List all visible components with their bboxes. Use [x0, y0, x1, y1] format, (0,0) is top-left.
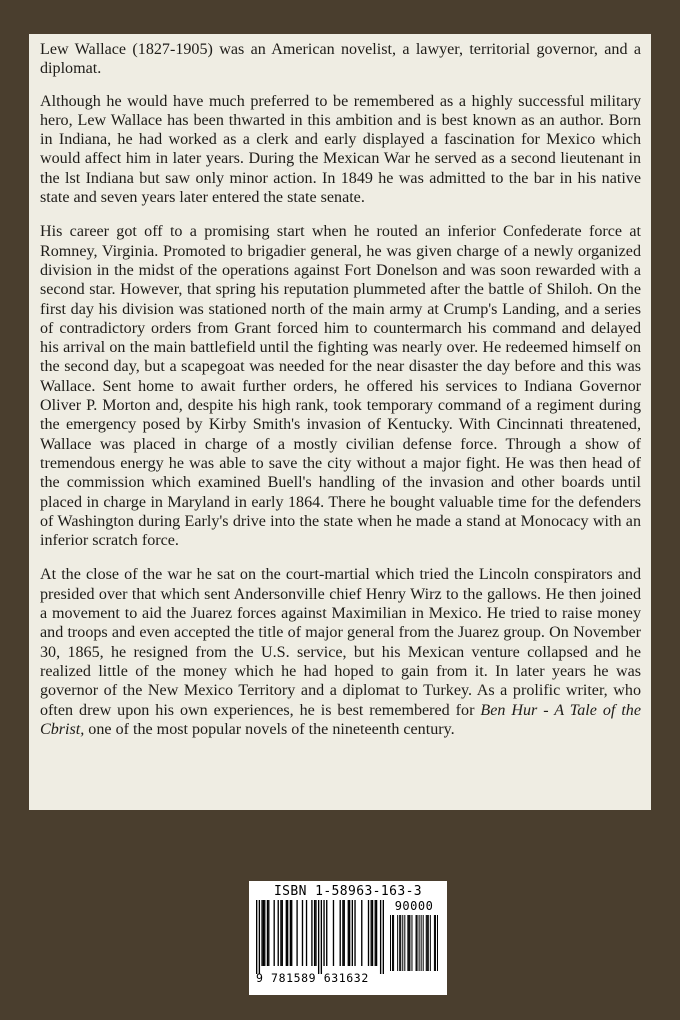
addon-bar — [399, 915, 400, 971]
barcode-bar — [333, 900, 334, 966]
early-life-paragraph: Although he would have much preferred to be remembered as a highly successful military hero, Lew Wallace has been thwarted in this ambition and is best known as an author. Born in Indiana, he had worked as a clerk and early displayed a fascination for Mexico which would affect him in later years. During the Mexican War he served as a second lieutenant in the lst Indiana but saw only minor action. In 1849 he was admitted to the bar in his native state and seven years later entered the state senate. — [40, 92, 641, 207]
barcode-bar — [286, 900, 287, 966]
barcode-bar — [348, 900, 349, 966]
later-life-paragraph — [40, 565, 641, 739]
addon-bar — [409, 915, 410, 971]
cover-text-panel — [29, 34, 651, 810]
barcode-bar — [368, 900, 369, 966]
barcode-bar — [315, 900, 316, 966]
barcode-bar — [314, 900, 315, 966]
barcode-bar — [321, 900, 322, 974]
addon-bar — [397, 915, 398, 971]
barcode-bar — [354, 900, 355, 966]
barcode-bar — [361, 900, 362, 966]
barcode-bar — [349, 900, 350, 966]
barcode-bar — [342, 900, 343, 966]
barcode-bar — [318, 900, 319, 974]
barcode-bar — [311, 900, 312, 966]
barcode-bar — [287, 900, 288, 966]
addon-bar — [416, 915, 417, 971]
addon-bar — [404, 915, 405, 971]
barcode-bar — [259, 900, 260, 974]
addon-bar — [392, 915, 393, 971]
barcode-bar — [256, 900, 257, 974]
intro-paragraph: Lew Wallace (1827-1905) was an American novelist, a lawyer, territorial governor, and a diplomat. — [40, 41, 641, 78]
addon-bar — [427, 915, 428, 971]
barcode-bar — [278, 900, 279, 966]
isbn-label: ISBN 1-58963-163-3 — [273, 884, 423, 899]
addon-bar — [400, 915, 401, 971]
barcode-bar — [296, 900, 297, 966]
barcode-bar — [376, 900, 377, 966]
barcode-bar — [267, 900, 268, 966]
addon-bar — [437, 915, 438, 971]
addon-bar — [408, 915, 409, 971]
addon-bar — [411, 915, 412, 971]
barcode-bar — [263, 900, 264, 966]
addon-bar — [393, 915, 394, 971]
barcode-bar — [323, 900, 324, 966]
barcode-bars-row — [254, 900, 442, 975]
barcode-bar — [264, 900, 265, 966]
barcode-bar — [282, 900, 283, 966]
book-title-italic: Ben Hur - A Tale of the Cbrist, — [40, 701, 641, 738]
civil-war-paragraph: His career got off to a promising start when he routed an inferior Confederate force at Romney, Virginia. Promoted to brigadier general, he was given charge of a newly organized division in the midst of the operations against Fort Donelson and was soon rewarded with a second star. However, that spring his reputation plummeted after the battle of Shiloh. On the first day his division was stationed north of the main army at Crump's Landing, and a series of contradictory orders from Grant forced him to countermarch his command and delayed his arrival on the main battlefield until the fighting was nearly over. He redeemed himself on the second day, but a scapegoat was needed for the near disaster the day before and this was Wallace. Sent home to await further orders, he offered his services to Indiana Governor Oliver P. Morton and, despite his high rank, took temporary command of a regiment during the emergency posed by Kirby Smith's invasion of Kentucky. With Cincinnati threatened, Wallace was placed in charge of a mostly civilian defense force. Through a show of tremendous energy he was able to save the city without a major fight. He was then head of the commission which examined Buell's handling of the invasion and other boards until placed in charge in Maryland in early 1864. There he bought valuable time for the defenders of Washington during Early's drive into the state when he made a stand at Monocacy with an inferior scratch force. — [40, 223, 641, 550]
ean13-barcode-bars — [256, 900, 384, 974]
barcode-bar — [291, 900, 292, 966]
barcode-bar — [280, 900, 281, 966]
barcode-bar — [371, 900, 372, 966]
barcode-bar — [274, 900, 275, 966]
barcode-bar — [326, 900, 327, 966]
barcode-bar — [344, 900, 345, 966]
barcode-bar — [306, 900, 307, 966]
price-code: 90000 — [394, 899, 434, 913]
addon-bar — [428, 915, 429, 971]
later-life-text-end: one of the most popular novels of the nineteenth century. — [84, 720, 455, 738]
barcode-bar — [383, 900, 384, 974]
addon-bar — [417, 915, 418, 971]
barcode-bar — [372, 900, 373, 966]
addon-bar — [435, 915, 436, 971]
addon-bar — [402, 915, 403, 971]
addon-bar — [423, 915, 424, 971]
addon-bar — [426, 915, 427, 971]
barcode-bar — [352, 900, 353, 966]
barcode-bar — [290, 900, 291, 966]
isbn-barcode — [249, 881, 447, 995]
addon-bar — [407, 915, 408, 971]
barcode-bar — [340, 900, 341, 966]
addon-block — [389, 900, 439, 971]
addon-bar — [390, 915, 391, 971]
barcode-bar — [261, 900, 262, 966]
barcode-bar — [380, 900, 381, 974]
barcode-bar — [375, 900, 376, 966]
addon-barcode-bars — [390, 915, 438, 971]
addon-bar — [434, 915, 435, 971]
addon-bar — [419, 915, 420, 971]
later-life-text: At the close of the war he sat on the court-martial which tried the Lincoln conspirators and presided over that which sent Andersonville chief Henry Wirz to the gallows. He then joined a movement to aid the Juarez forces against Maximilian in Mexico. He tried to raise money and troops and even accepted the title of major general from the Juarez group. On November 30, 1865, he resigned from the U.S. service, but his Mexican venture collapsed and he realized little of the money which he had hoped to gain from it. In later years he was governor of the New Mexico Territory and a diplomat to Turkey. As a prolific writer, who often drew upon his own experiences, he is best remembered for — [40, 566, 641, 719]
addon-bar — [430, 915, 431, 971]
ean-digits: 9 781589 631632 — [256, 971, 369, 985]
barcode-bar — [302, 900, 303, 966]
addon-bar — [421, 915, 422, 971]
barcode-bar — [268, 900, 269, 966]
